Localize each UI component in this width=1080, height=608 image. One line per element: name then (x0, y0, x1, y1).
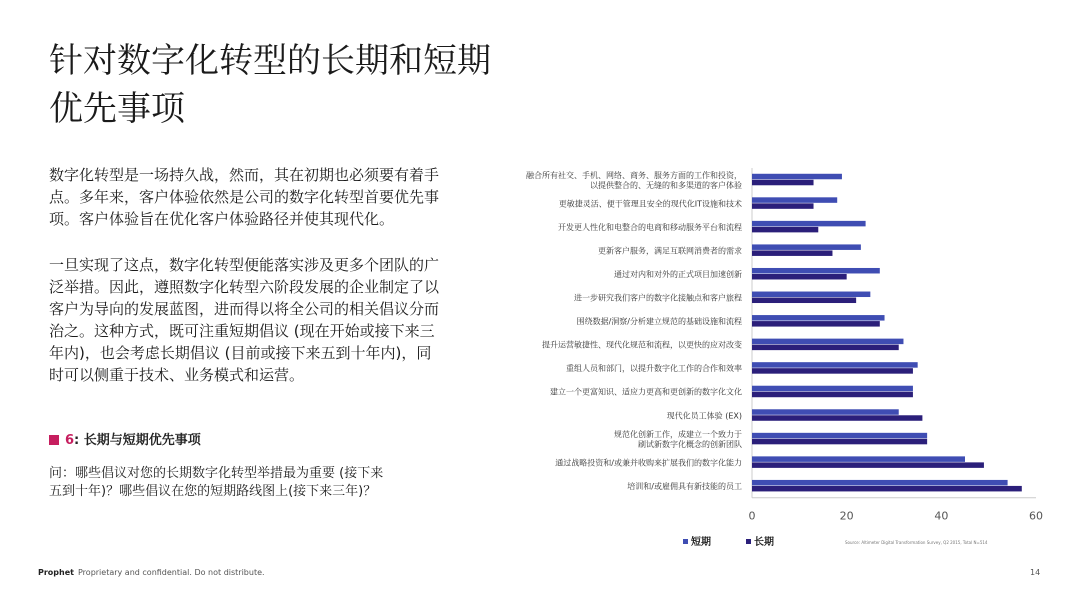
category-label: 建立一个更富知识、适应力更高和更创新的数字化文化 (550, 387, 742, 397)
category-label: 通过对内和对外的正式项目加速创新 (614, 269, 742, 279)
bar-short-term (752, 292, 870, 298)
category-label: 通过战略投资和/或兼并收购来扩展我们的数字化能力 (555, 458, 742, 468)
bar-short-term (752, 362, 918, 368)
category-label: 重组人员和部门，以提升数字化工作的合作和效率 (566, 364, 742, 374)
title-line-1: 针对数字化转型的长期和短期 (49, 41, 491, 81)
bar-short-term (752, 433, 927, 439)
bar-short-term (752, 386, 913, 392)
bar-short-term (752, 480, 1008, 486)
bar-short-term (752, 268, 880, 274)
bar-long-term (752, 415, 922, 421)
category-label: 现代化员工体验 (EX) (666, 411, 742, 421)
figure-title: : 长期与短期优先事项 (74, 433, 201, 448)
figure-number: 6 (65, 433, 75, 448)
legend-label-short-term: 短期 (691, 537, 711, 548)
bar-short-term (752, 221, 866, 227)
bar-long-term (752, 250, 832, 256)
bar-long-term (752, 298, 856, 304)
category-label-line: 刷试新数字化概念的创新团队 (638, 439, 742, 449)
bar-long-term (752, 203, 814, 209)
category-label: 更新客户服务，满足互联网消费者的需求 (598, 246, 742, 256)
bar-long-term (752, 274, 847, 280)
bar-short-term (752, 409, 899, 415)
category-label: 进一步研究我们客户的数字化接触点和客户旅程 (574, 293, 742, 303)
survey-question: 问：哪些倡议对您的长期数字化转型举措最为重要 (接下来五到十年)？哪些倡议在您的短期路线图上(接下来三年)？ (49, 466, 384, 499)
category-label (526, 170, 742, 190)
bar-short-term (752, 456, 965, 462)
bar-short-term (752, 244, 861, 250)
category-label: 提升运营敏捷性、现代化规范和流程，以更快的应对改变 (542, 340, 742, 350)
bar-short-term (752, 197, 837, 203)
footer-note: Proprietary and confidential. Do not distribute. (78, 568, 265, 577)
category-label: 培训和/或雇佣具有新技能的员工 (627, 481, 742, 491)
category-label: 开发更人性化和电整合的电商和移动服务平台和流程 (558, 222, 742, 232)
x-tick-label: 20 (839, 509, 854, 523)
bar-long-term (752, 368, 913, 374)
body-paragraph: 一旦实现了这点，数字化转型便能落实涉及更多个团队的广泛举措。因此，遵照数字化转型六阶段发展的企业制定了以客户为导向的发展蓝图，进而得以将全公司的相关倡议分而治之。这种方式，既可注重短期倡议 (现在开始或接下来三年内)，也会考虑长期倡议 (目前或接下来五到十年内)，同时可以侧重于技术、业务模式和运营。 (49, 256, 440, 384)
bar-long-term (752, 392, 913, 398)
bar-long-term (752, 345, 899, 351)
category-label-line: 融合所有社交、手机、网络、商务、服务方面的工作和投资， (526, 170, 742, 180)
bar-long-term (752, 486, 1022, 492)
category-label-line: 以提供整合的、无缝的和多渠道的客户体验 (590, 180, 742, 190)
footer-brand: Prophet (38, 568, 74, 577)
page-number: 14 (1030, 568, 1041, 577)
legend-swatch-short-term (683, 539, 688, 544)
bar-short-term (752, 315, 885, 321)
x-tick-label: 40 (934, 509, 949, 523)
bar-short-term (752, 174, 842, 180)
bar-long-term (752, 462, 984, 468)
category-label (614, 429, 742, 449)
legend-label-long-term: 长期 (754, 537, 774, 548)
category-label: 围绕数据/洞察/分析建立规范的基础设施和流程 (576, 317, 742, 327)
title-line-2: 优先事项 (49, 89, 185, 129)
bar-long-term (752, 227, 818, 233)
bar-long-term (752, 439, 927, 445)
category-label: 更敏捷灵活、便于管理且安全的现代化IT设施和技术 (558, 199, 742, 209)
intro-paragraph: 数字化转型是一场持久战，然而，其在初期也必须要有着手点。多年来，客户体验依然是公司的数字化转型首要优先事项。客户体验旨在优化客户体验路径并使其现代化。 (49, 166, 440, 228)
category-label-line: 规范化创新工作，成建立一个致力于 (614, 429, 742, 439)
legend-swatch-long-term (746, 539, 751, 544)
bar-long-term (752, 180, 814, 186)
bar-long-term (752, 321, 880, 327)
x-tick-label: 0 (748, 509, 756, 523)
bar-short-term (752, 339, 903, 345)
x-tick-label: 60 (1029, 509, 1043, 523)
chart-source-note: Source: Altimeter Digital Transformation Survey, Q2 2015, Total N=514 (845, 540, 988, 545)
